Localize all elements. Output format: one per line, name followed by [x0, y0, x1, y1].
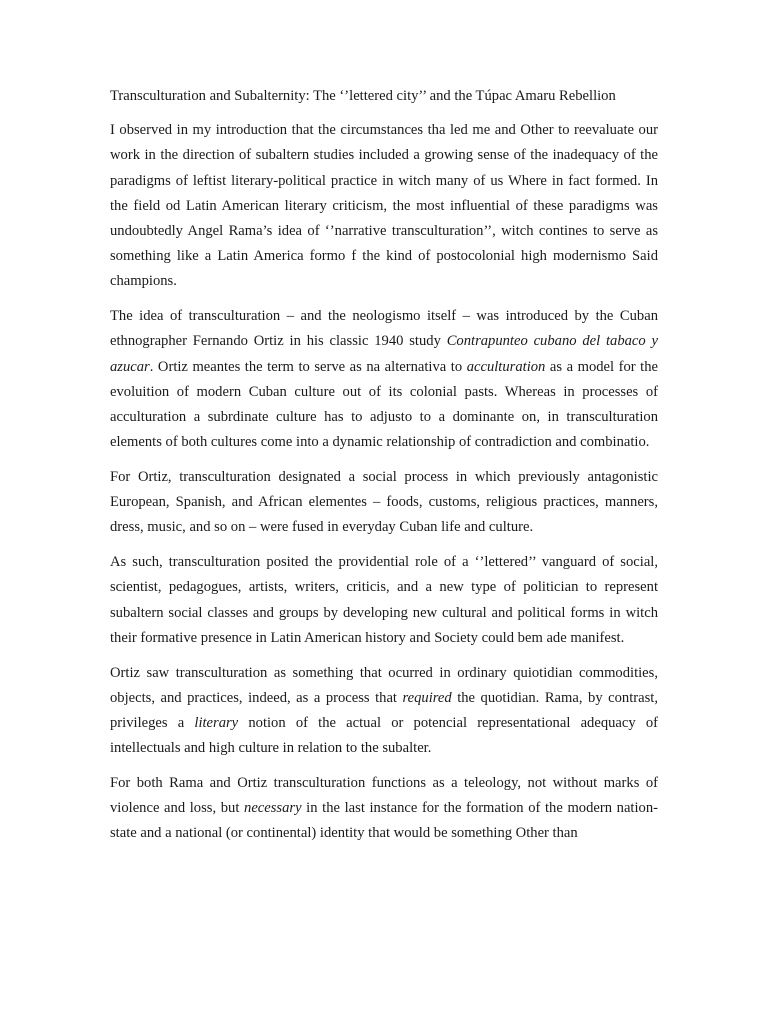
- paragraph-2: [110, 304, 658, 455]
- italic-term: acculturation: [466, 358, 546, 375]
- paragraph-1: [110, 118, 658, 294]
- paragraph-4: [110, 550, 658, 651]
- text-segment: For Ortiz, transculturation designated a social process in which previously antagonistic European, Spanish, and African elementes – foods, customs, religious practices, manners, dress, music, and so on – were fused in everyday Cuban life and culture.: [110, 469, 658, 536]
- text-segment: As such, transculturation posited the providential role of a ‘’lettered’’ vanguard of social, scientist, pedagogues, artists, writers, criticis, and a new type of politician to represent subaltern social classes and groups by developing new cultural and political forms in witch their formative presence in Latin American history and Society could bem ade manifest.: [110, 554, 658, 646]
- text-segment: For both Rama and Ortiz transculturation functions as a teleology, not without marks of violence and loss, but: [110, 775, 658, 817]
- paragraph-5: [110, 661, 658, 762]
- text-segment: . Ortiz meantes the term to serve as na alternativa to: [149, 358, 467, 375]
- paragraph-3: [110, 465, 658, 541]
- text-segment: I observed in my introduction that the circumstances tha led me and Other to reevaluate our work in the direction of subaltern studies included a growing sense of the inadequacy of the paradigms of leftist literary-political practice in witch many of us Where in fact formed. In the field od Latin American literary criticism, the most influential of these paradigms was undoubtedly Angel Rama’s idea of ‘’narrative transculturation’’, witch contines to serve as something like a Latin America formo f the kind of postocolonial high modernismo Said champions.: [110, 122, 658, 290]
- text-segment: as a model for the evoluition of modern Cuban culture out of its colonial pasts. Whereas in processes of acculturation a subrdinate culture has to adjusto to a dominante on, in transculturation elements of both cultures come into a dynamic relationship of contradiction and combinatio.: [110, 358, 658, 451]
- italic-book-title: Contrapunteo cubano del tabaco y azucar: [110, 333, 658, 375]
- document-body: [110, 84, 658, 856]
- paragraph-6: [110, 771, 658, 847]
- italic-term: literary: [194, 715, 239, 732]
- text-segment: the quotidian. Rama, by contrast, privileges a: [110, 689, 658, 732]
- text-segment: Ortiz saw transculturation as something that ocurred in ordinary quiotidian commodities, objects, and practices, indeed, as a process that: [110, 664, 658, 706]
- text-segment: notion of the actual or potencial representational adequacy of intellectuals and high culture in relation to the subalter.: [110, 715, 658, 757]
- text-segment: The idea of transculturation – and the neologismo itself – was introduced by the Cuban ethnographer Fernando Ortiz in his classic 1940 study: [110, 308, 658, 350]
- document-title: Transculturation and Subalternity: The ‘’lettered city’’ and the Túpac Amaru Rebellion: [110, 88, 616, 104]
- italic-term: necessary: [244, 800, 302, 817]
- text-segment: in the last instance for the formation of the modern nation-state and a national (or continental) identity that would be something Other than: [110, 800, 658, 842]
- italic-term: required: [402, 689, 452, 706]
